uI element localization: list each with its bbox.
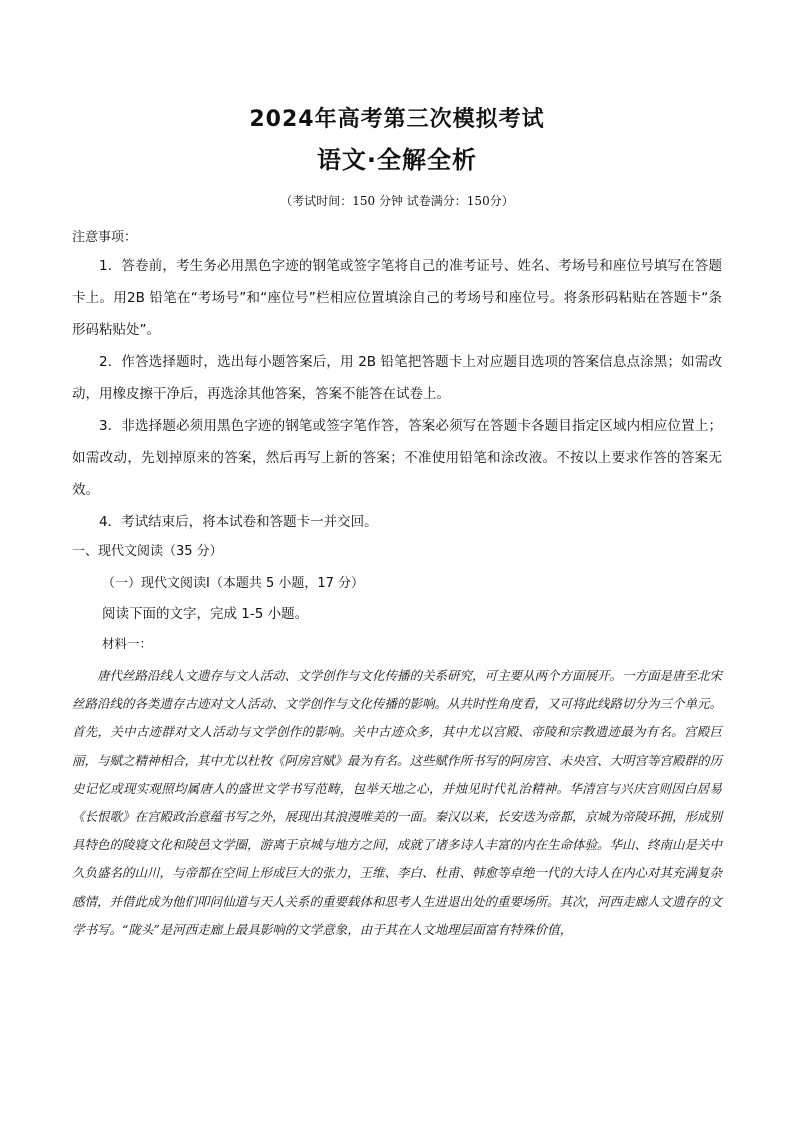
exam-title: 2024年高考第三次模拟考试 (249, 107, 545, 132)
material-label: 材料一： (102, 636, 153, 651)
exam-subtitle: 语文·全解全析 (316, 146, 478, 174)
notice-rule-1: 1．答卷前，考生务必用黑色字迹的钢笔或签字笔将自己的准考证号、姓名、考场号和座位号填写在答题卡上。用2B 铅笔在“考场号”和“座位号”栏相应位置填涂自己的考场号和座位号。将条形码粘贴在答题卡“条形码粘贴处”。 (72, 258, 722, 338)
section-heading: 一、现代文阅读（35 分） (72, 544, 223, 559)
notice-rule-3: 3．非选择题必须用黑色字迹的钢笔或签字笔作答，答案必须写在答题卡各题目指定区域内相应位置上；如需改动，先划掉原来的答案，然后再写上新的答案；不准使用铅笔和涂改液。不按以上要求作答的答案无效。 (72, 418, 722, 498)
notice-rule-2: 2．作答选择题时，选出每小题答案后，用 2B 铅笔把答题卡上对应题目选项的答案信息点涂黑；如需改动，用橡皮擦干净后，再选涂其他答案，答案不能答在试卷上。 (72, 354, 722, 402)
material-text: 唐代丝路沿线人文遗存与文人活动、文学创作与文化传播的关系研究，可主要从两个方面展开。一方面是唐至北宋丝路沿线的各类遗存古迹对文人活动、文学创作与文化传播的影响。从共时性角度看，又可将此线路切分为三个单元。首先，关中古迹群对文人活动与文学创作的影响。关中古迹众多，其中尤以宫殿、帝陵和宗教遗迹最为有名。宫殿巨丽，与赋之精神相合，其中尤以杜牧《阿房宫赋》最为有名。这些赋作所书写的阿房宫、未央宫、大明宫等宫殿群的历史记忆或现实观照均属唐人的盛世文学书写范畴，包举天地之心，并烛见时代礼治精神。华清宫与兴庆宫则因白居易《长恨歌》在宫殿政治意蕴书写之外，展现出其浪漫唯美的一面。秦汉以来，长安迭为帝都，京城为帝陵环拥，形成别具特色的陵寝文化和陵邑文学圈，游离于京城与地方之间，成就了诸多诗人丰富的内在生命体验。华山、终南山是关中久负盛名的山川，与帝都在空间上形成巨大的张力，王维、李白、杜甫、韩愈等卓绝一代的大诗人在内心对其充满复杂感情，并借此成为他们叩问仙道与天人关系的重要载体和思考人生进退出处的重要场所。其次，河西走廊人文遗存的文学书写。“陇头”是河西走廊上最具影响的文学意象，由于其在人文地理层面富有特殊价值， (72, 668, 723, 937)
subsection-heading: （一）现代文阅读Ⅰ（本题共 5 小题，17 分） (102, 576, 365, 591)
notice-rule-4: 4．考试结束后，将本试卷和答题卡一并交回。 (99, 514, 378, 530)
exam-info: （考试时间：150 分钟 试卷满分：150分） (280, 194, 514, 208)
reading-instruction: 阅读下面的文字，完成 1-5 小题。 (102, 606, 309, 622)
notice-heading: 注意事项： (72, 230, 138, 245)
